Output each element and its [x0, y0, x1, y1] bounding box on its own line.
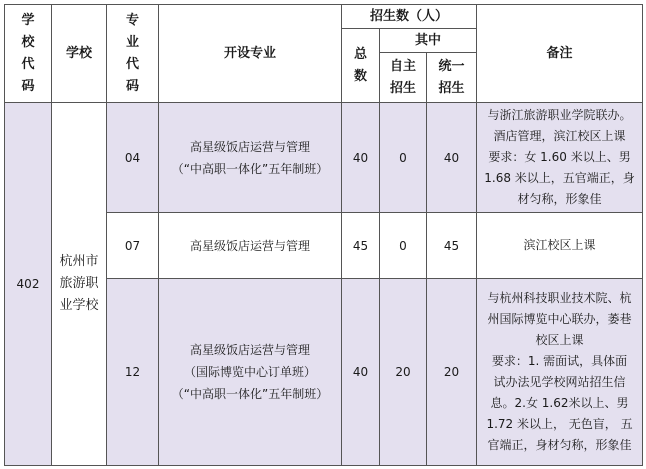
header-major-code: 专业代码 — [107, 5, 159, 103]
header-unified-enroll: 统一招生 — [427, 53, 477, 103]
header-school-code: 学校代码 — [5, 5, 52, 103]
major-name-cell: 高星级饭店运营与管理 （国际博览中心订单班） （“中高职一体化”五年制班） — [159, 279, 342, 466]
unified-enroll-cell: 40 — [427, 103, 477, 213]
major-name-cell: 高星级饭店运营与管理 （“中高职一体化”五年制班） — [159, 103, 342, 213]
header-among: 其中 — [380, 29, 477, 53]
school-code-cell: 402 — [5, 103, 52, 466]
header-school: 学校 — [52, 5, 107, 103]
header-quota: 招生数（人） — [342, 5, 477, 29]
major-code-cell: 04 — [107, 103, 159, 213]
header-major: 开设专业 — [159, 5, 342, 103]
total-cell: 40 — [342, 103, 380, 213]
header-total: 总数 — [342, 29, 380, 103]
self-enroll-cell: 0 — [380, 213, 427, 279]
total-cell: 40 — [342, 279, 380, 466]
remark-cell: 与杭州科技职业技术院、杭 州国际博览中心联办，萎巷 校区上课 要求：1. 需面试，具体面 试办法见学校网站招生信 息。2.女 1.62米以上、男 1.72 米以上， 无色盲， 五 官端正，身材匀称，形象佳 — [477, 279, 643, 466]
enrollment-table — [4, 4, 643, 466]
school-name-cell: 杭州市旅游职业学校 — [52, 103, 107, 466]
total-cell: 45 — [342, 213, 380, 279]
major-code-cell: 12 — [107, 279, 159, 466]
major-code-cell: 07 — [107, 213, 159, 279]
remark-cell: 滨江校区上课 — [477, 213, 643, 279]
table-row — [5, 103, 643, 213]
major-name-cell: 高星级饭店运营与管理 — [159, 213, 342, 279]
remark-cell: 与浙江旅游职业学院联办。 酒店管理，滨江校区上课 要求：女 1.60 米以上、男 1.68 米以上，五官端正，身 材匀称，形象佳 — [477, 103, 643, 213]
self-enroll-cell: 20 — [380, 279, 427, 466]
self-enroll-cell: 0 — [380, 103, 427, 213]
header-self-enroll: 自主招生 — [380, 53, 427, 103]
unified-enroll-cell: 45 — [427, 213, 477, 279]
header-remark: 备注 — [477, 5, 643, 103]
unified-enroll-cell: 20 — [427, 279, 477, 466]
